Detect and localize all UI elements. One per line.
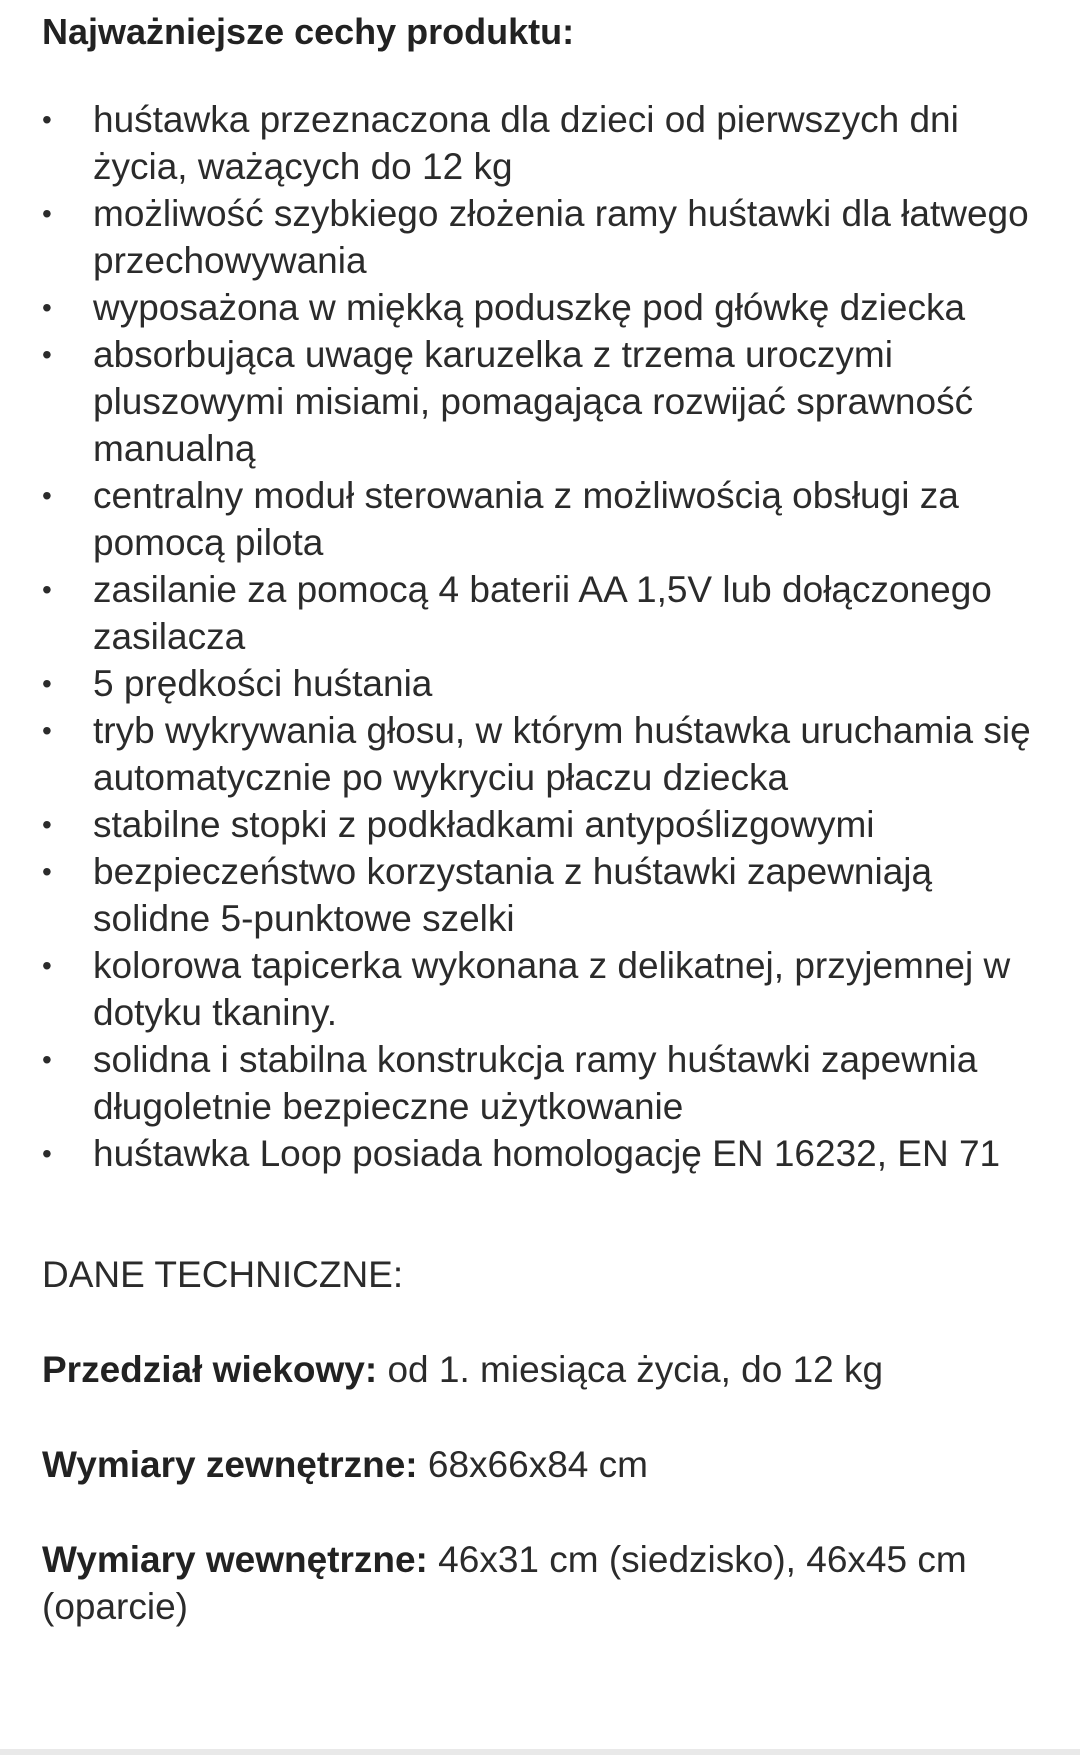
description-content xyxy=(42,8,1052,1630)
bullet-icon: • xyxy=(42,1138,52,1169)
feature-text: możliwość szybkiego złożenia ramy huśtawki dla łatwego przechowywania xyxy=(93,193,1029,281)
spec-label: Wymiary zewnętrzne: xyxy=(42,1444,418,1485)
spec-outer-dimensions xyxy=(42,1441,1052,1488)
spec-label: Wymiary wewnętrzne: xyxy=(42,1539,428,1580)
bullet-icon: • xyxy=(42,715,52,746)
feature-item xyxy=(42,1036,1052,1130)
bullet-icon: • xyxy=(42,292,52,323)
bullet-icon: • xyxy=(42,198,52,229)
feature-text: solidna i stabilna konstrukcja ramy huśtawki zapewnia długoletnie bezpieczne użytkowanie xyxy=(93,1039,978,1127)
bullet-icon: • xyxy=(42,950,52,981)
technical-data-title: DANE TECHNICZNE: xyxy=(42,1254,404,1295)
feature-item xyxy=(42,566,1052,660)
feature-item xyxy=(42,942,1052,1036)
feature-text: stabilne stopki z podkładkami antypoślizgowymi xyxy=(93,804,875,845)
spec-value: 46x31 cm (siedzisko), 46x45 cm (oparcie) xyxy=(42,1539,967,1627)
feature-item xyxy=(42,1130,1052,1177)
spec-inner-dimensions xyxy=(42,1536,1052,1630)
feature-item xyxy=(42,284,1052,331)
feature-text: huśtawka przeznaczona dla dzieci od pierwszych dni życia, ważących do 12 kg xyxy=(93,99,959,187)
bullet-icon: • xyxy=(42,668,52,699)
feature-text: bezpieczeństwo korzystania z huśtawki zapewniają solidne 5-punktowe szelki xyxy=(93,851,933,939)
feature-text: wyposażona w miękką poduszkę pod główkę dziecka xyxy=(93,287,966,328)
feature-item xyxy=(42,707,1052,801)
feature-item xyxy=(42,331,1052,472)
spec-value: od 1. miesiąca życia, do 12 kg xyxy=(377,1349,884,1390)
feature-item xyxy=(42,801,1052,848)
feature-text: centralny moduł sterowania z możliwością obsługi za pomocą pilota xyxy=(93,475,959,563)
bullet-icon: • xyxy=(42,809,52,840)
spec-label: Przedział wiekowy: xyxy=(42,1349,378,1390)
feature-text: kolorowa tapicerka wykonana z delikatnej, przyjemnej w dotyku tkaniny. xyxy=(93,945,1011,1033)
feature-item xyxy=(42,190,1052,284)
features-list xyxy=(42,96,1052,1177)
bullet-icon: • xyxy=(42,339,52,370)
feature-item xyxy=(42,96,1052,190)
feature-item xyxy=(42,848,1052,942)
bullet-icon: • xyxy=(42,104,52,135)
bullet-icon: • xyxy=(42,574,52,605)
bullet-icon: • xyxy=(42,1044,52,1075)
bottom-divider xyxy=(0,1749,1080,1755)
feature-text: 5 prędkości huśtania xyxy=(93,663,433,704)
feature-text: huśtawka Loop posiada homologację EN 16232, EN 71 xyxy=(93,1133,1001,1174)
bullet-icon: • xyxy=(42,480,52,511)
feature-item xyxy=(42,660,1052,707)
bullet-icon: • xyxy=(42,856,52,887)
feature-item xyxy=(42,472,1052,566)
features-heading: Najważniejsze cechy produktu: xyxy=(42,11,575,52)
feature-text: absorbująca uwagę karuzelka z trzema uroczymi pluszowymi misiami, pomagająca rozwijać sprawność manualną xyxy=(93,334,974,469)
feature-text: tryb wykrywania głosu, w którym huśtawka uruchamia się automatycznie po wykryciu płaczu dziecka xyxy=(93,710,1031,798)
spec-age-range xyxy=(42,1346,1052,1393)
spec-value: 68x66x84 cm xyxy=(417,1444,648,1485)
feature-text: zasilanie za pomocą 4 baterii AA 1,5V lub dołączonego zasilacza xyxy=(93,569,992,657)
